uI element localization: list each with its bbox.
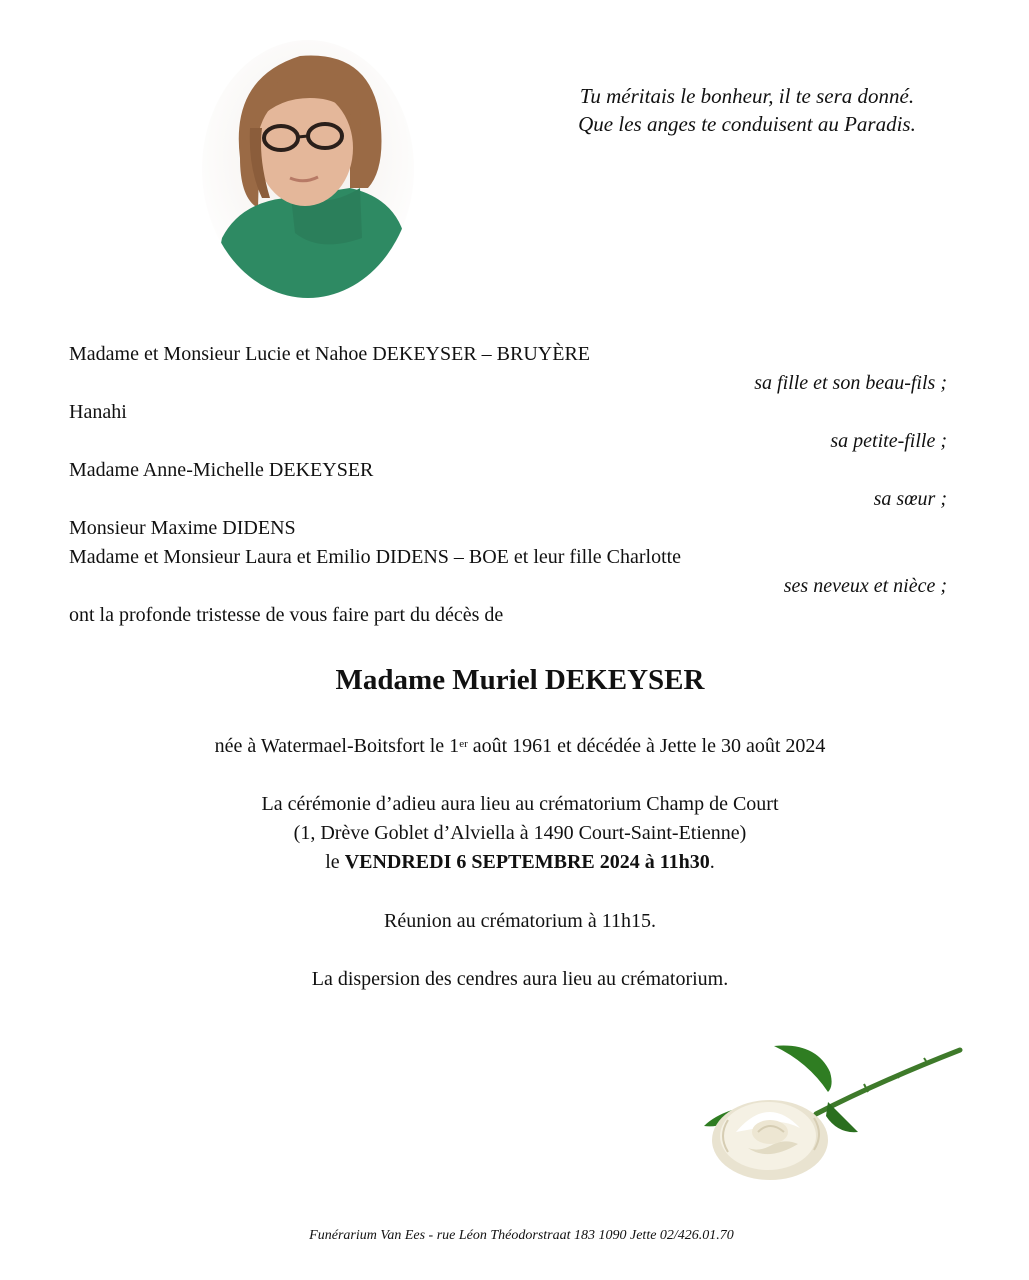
family-relation: sa petite-fille ; (830, 430, 947, 452)
birth-death-line (0, 732, 1029, 761)
reunion-text: Réunion au crématorium à 11h15. (384, 910, 656, 932)
birth-part-2: août 1961 et décédée à Jette le 30 août 2024 (467, 735, 826, 757)
family-member-name: Monsieur Maxime DIDENS (69, 517, 296, 539)
family-relation: sa fille et son beau-fils ; (754, 372, 947, 394)
family-relation: sa sœur ; (873, 488, 947, 510)
quote-line-2: Que les anges te conduisent au Paradis. (578, 112, 916, 136)
birth-superscript: er (459, 738, 468, 750)
family-member-name: Hanahi (69, 401, 127, 423)
quote-line-1: Tu méritais le bonheur, il te sera donné. (579, 84, 915, 108)
white-rose-image (688, 1032, 964, 1188)
deceased-name: Madame Muriel DEKEYSER (335, 664, 705, 696)
birth-part-1: née à Watermael-Boitsfort le 1 (214, 735, 460, 757)
portrait-photo (200, 38, 416, 300)
family-member-name: Madame Anne-Michelle DEKEYSER (69, 459, 374, 481)
family-member-name: Madame et Monsieur Laura et Emilio DIDENS – BOE et leur fille Charlotte (69, 546, 682, 568)
family-relation: ses neveux et nièce ; (783, 575, 947, 597)
dispersion-text: La dispersion des cendres aura lieu au crématorium. (311, 968, 729, 990)
ceremony-date-suffix: . (709, 851, 715, 873)
ceremony-date: VENDREDI 6 SEPTEMBRE 2024 à 11h30 (344, 851, 710, 873)
ceremony-line-2: (1, Drève Goblet d’Alviella à 1490 Court-Saint-Etienne) (293, 822, 747, 844)
epitaph-quote (520, 82, 974, 138)
family-list (69, 340, 947, 630)
ceremony-line-1: La cérémonie d’adieu aura lieu au crématorium Champ de Court (261, 793, 779, 815)
family-member-name: Madame et Monsieur Lucie et Nahoe DEKEYSER – BRUYÈRE (69, 343, 591, 365)
ceremony-line-3 (0, 848, 1029, 877)
funeral-home-footer: Funérarium Van Ees - rue Léon Théodorstraat 183 1090 Jette 02/426.01.70 (309, 1228, 734, 1243)
announcement-text: ont la profonde tristesse de vous faire part du décès de (69, 604, 504, 626)
ceremony-date-prefix: le (325, 851, 345, 873)
